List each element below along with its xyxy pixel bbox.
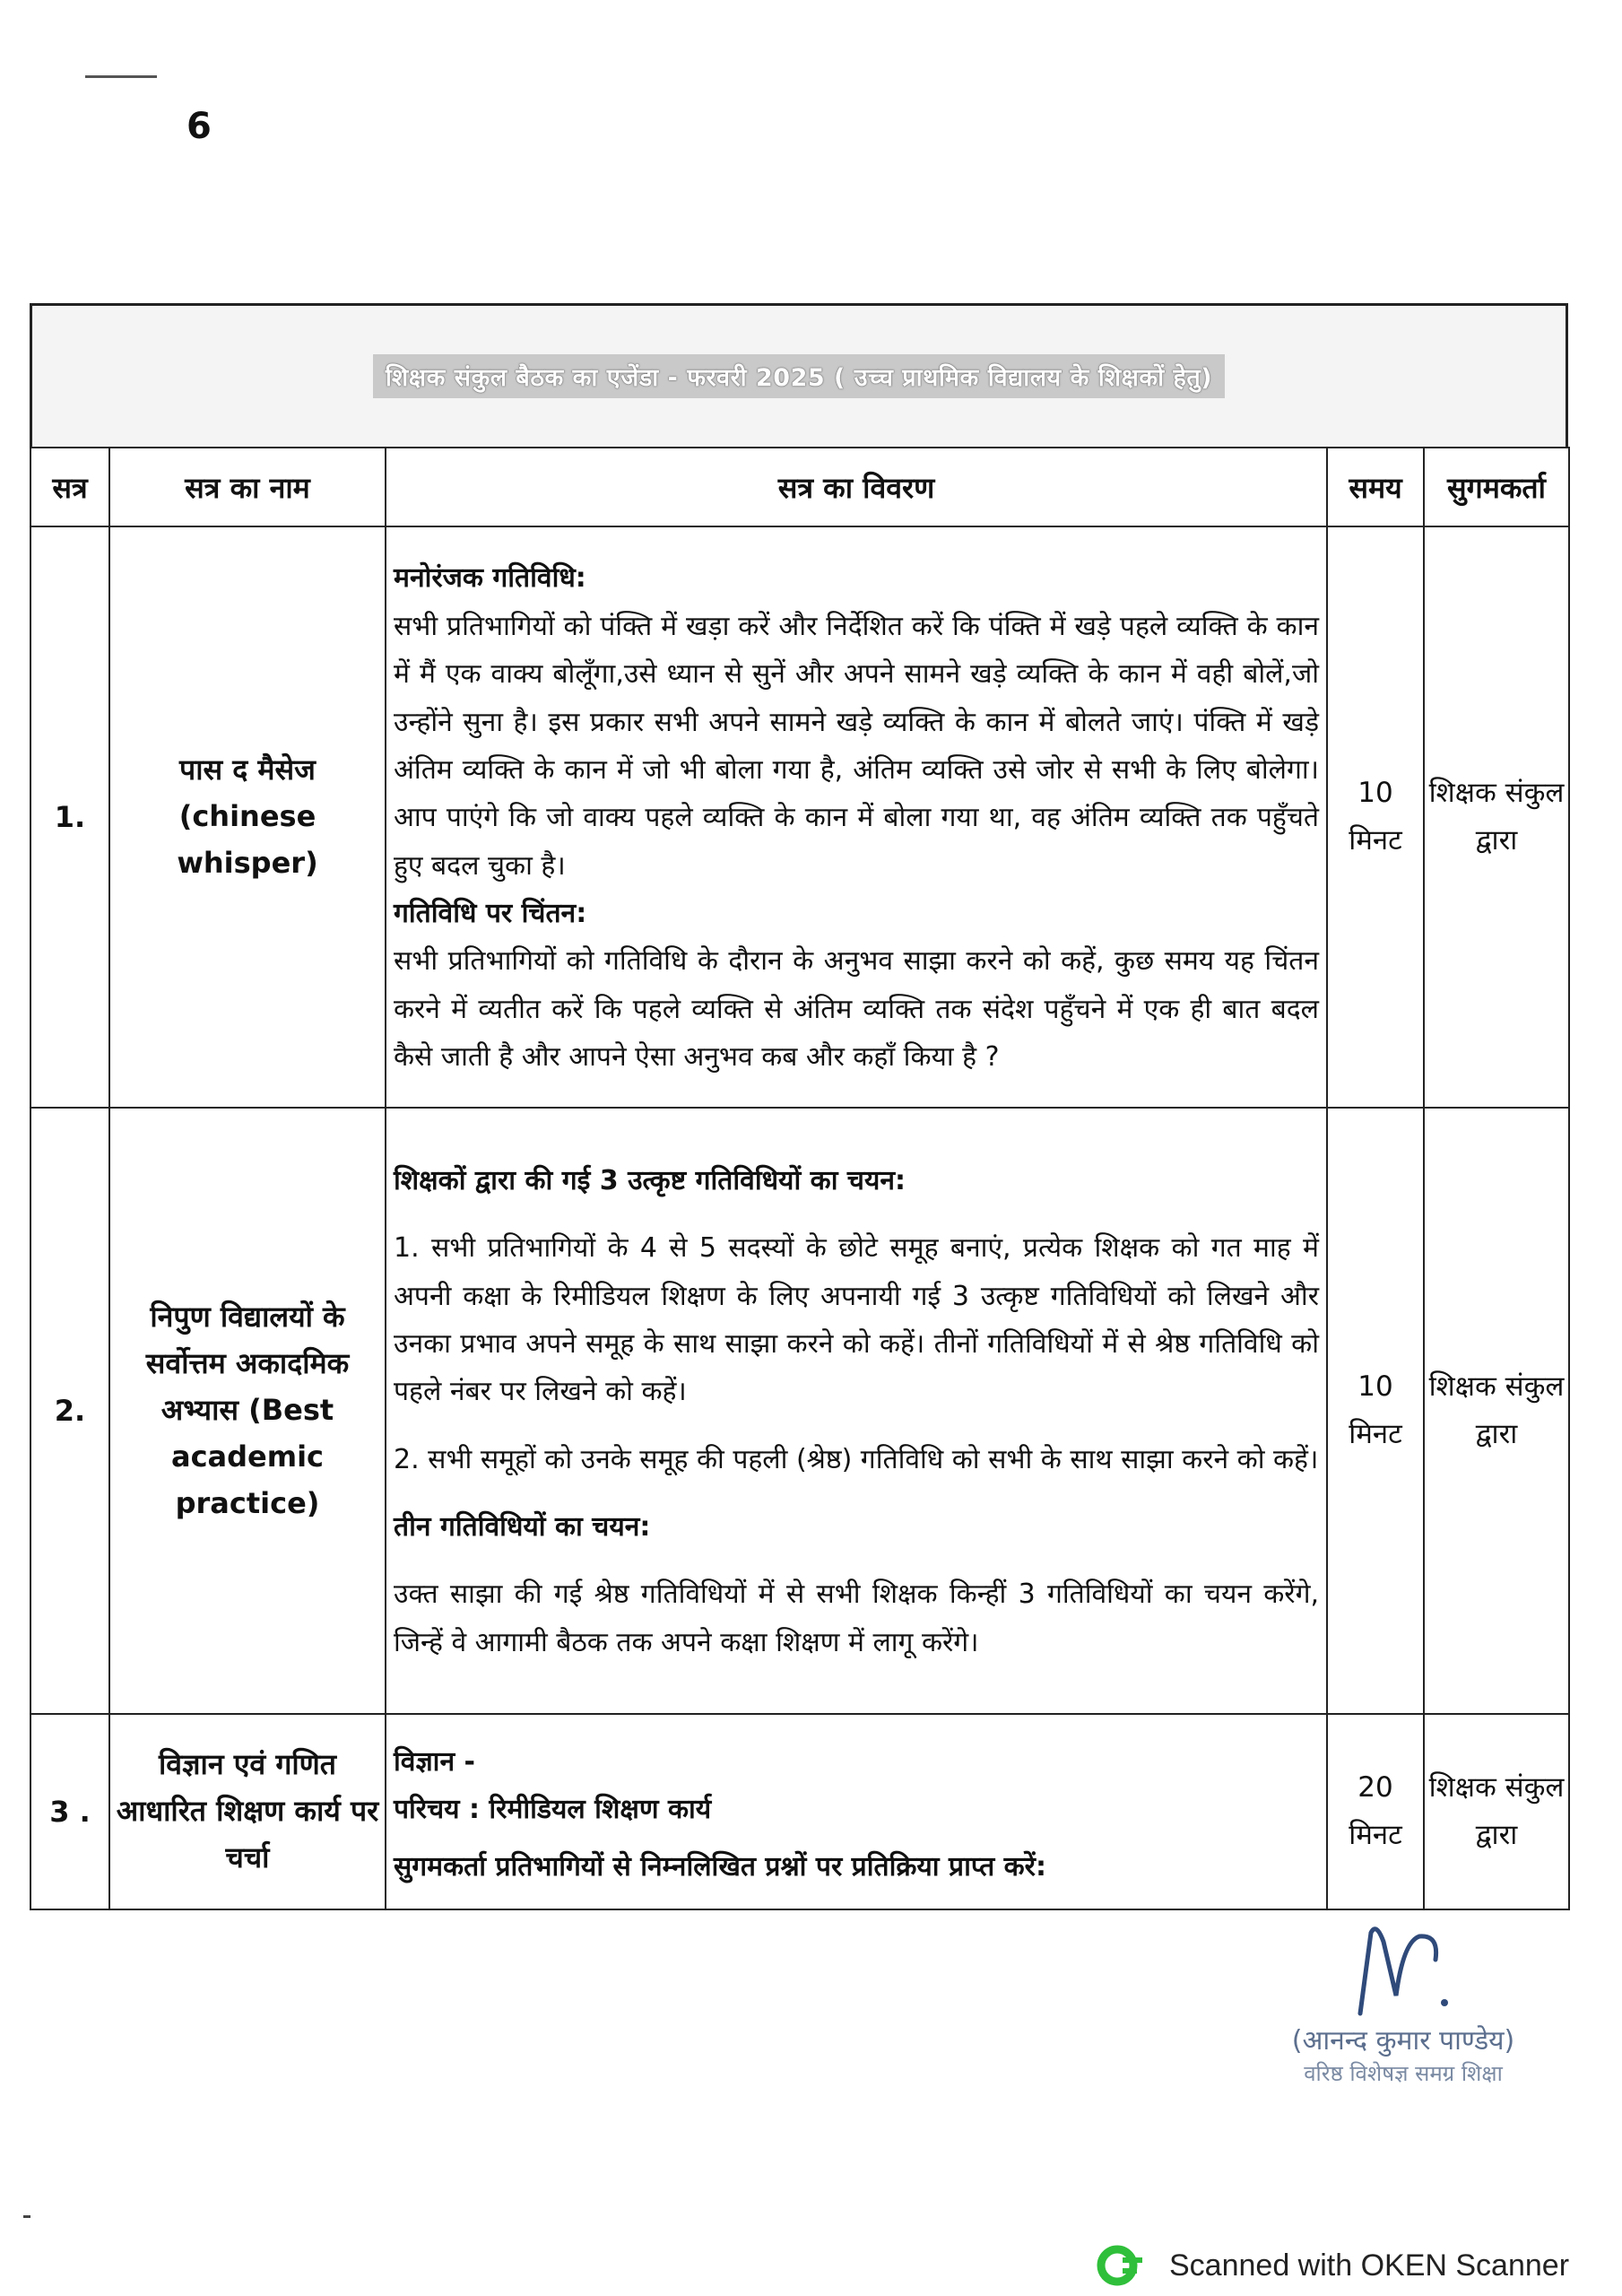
session-name: विज्ञान एवं गणित आधारित शिक्षण कार्य पर चर्चा [109,1714,386,1909]
header-description: सत्र का विवरण [386,448,1327,526]
session-facilitator: शिक्षक संकुल द्वारा [1424,1108,1569,1714]
table-header-row [30,448,1569,526]
table-row [30,1714,1569,1909]
description-paragraph: 2. सभी समूहों को उनके समूह की पहली (श्रेष्ठ) गतिविधि को सभी के साथ साझा करने को कहें। [394,1443,1319,1475]
corner-dash-mark [85,75,157,78]
description-heading: गतिविधि पर चिंतन: [394,898,587,930]
description-heading: सुगमकर्ता प्रतिभागियों से निम्नलिखित प्रश्नों पर प्रतिक्रिया प्राप्त करें: [394,1850,1046,1883]
header-time: समय [1327,448,1424,526]
session-number: 3 . [30,1714,109,1909]
document-title: शिक्षक संकुल बैठक का एजेंडा - फरवरी 2025 ( उच्च प्राथमिक विद्यालय के शिक्षकों हेतु) [373,354,1225,398]
signature-scribble-icon [1340,1915,1466,2022]
bottom-dash-mark [23,2215,30,2218]
scanner-label: Scanned with OKEN Scanner [1169,2248,1570,2283]
agenda-table [30,447,1570,1910]
description-paragraph: उक्त साझा की गई श्रेष्ठ गतिविधियों में से सभी शिक्षक किन्हीं 3 गतिविधियों का चयन करेंगे, जिन्हें वे आगामी बैठक तक अपने कक्षा शिक्षण में लागू करेंगे। [394,1578,1319,1658]
description-heading: तीन गतिविधियों का चयन: [394,1511,651,1544]
description-heading: शिक्षकों द्वारा की गई 3 उत्कृष्ट गतिविधियों का चयन: [394,1164,906,1196]
session-description [386,1714,1327,1909]
session-number: 2. [30,1108,109,1714]
title-box [30,303,1568,447]
session-name: पास द मैसेज (chinese whisper) [109,526,386,1108]
session-facilitator: शिक्षक संकुल द्वारा [1424,526,1569,1108]
session-time: 10 मिनट [1327,526,1424,1108]
table-row [30,1108,1569,1714]
session-number: 1. [30,526,109,1108]
description-heading: परिचय : रिमीडियल शिक्षण कार्य [394,1794,712,1826]
description-heading: मनोरंजक गतिविधि: [394,562,586,595]
session-time: 20 मिनट [1327,1714,1424,1909]
session-facilitator: शिक्षक संकुल द्वारा [1424,1714,1569,1909]
scanner-watermark [1096,2244,1569,2287]
header-facilitator: सुगमकर्ता [1424,448,1569,526]
session-description [386,1108,1327,1714]
header-session: सत्र [30,448,109,526]
session-time: 10 मिनट [1327,1108,1424,1714]
description-heading: विज्ञान - [394,1745,475,1778]
table-row [30,526,1569,1108]
header-session-name: सत्र का नाम [109,448,386,526]
description-paragraph: 1. सभी प्रतिभागियों के 4 से 5 सदस्यों के छोटे समूह बनाएं, प्रत्येक शिक्षक को गत माह में अपनी कक्षा के रिमीडियल शिक्षण के लिए अपनायी गई 3 उत्कृष्ट गतिविधियों को लिखने और उनका प्रभाव अपने समूह के साथ साझा करने को कहें। तीनों गतिविधियों में से श्रेष्ठ गतिविधि को पहले नंबर पर लिखने को कहें। [394,1232,1319,1408]
page-mark: 6 [186,106,212,147]
description-paragraph: सभी प्रतिभागियों को गतिविधि के दौरान के अनुभव साझा करने को कहें, कुछ समय यह चिंतन करने में व्यतीत करें कि पहले व्यक्ति से अंतिम व्यक्ति तक संदेश पहुँचने में एक ही बात बदल कैसे जाती है और आपने ऐसा अनुभव कब और कहाँ किया है ? [394,945,1319,1074]
signatory-designation: वरिष्ठ विशेषज्ञ समग्र शिक्षा [1304,2061,1503,2086]
signatory-name: (आनन्द कुमार पाण्डेय) [1291,2025,1515,2057]
oken-scanner-logo-icon [1096,2244,1153,2287]
description-paragraph: सभी प्रतिभागियों को पंक्ति में खड़ा करें और निर्देशित करें कि पंक्ति में खड़े पहले व्यक्ति के कान में मैं एक वाक्य बोलूँगा,उसे ध्यान से सुनें और अपने सामने खड़े व्यक्ति के कान में वही बोलें,जो उन्होंने सुना है। इस प्रकार सभी अपने सामने खड़े व्यक्ति के कान में बोलते जाएं। पंक्ति में खड़े अंतिम व्यक्ति के कान में जो भी बोला गया है, अंतिम व्यक्ति उसे जोर से सभी के लिए बोलेगा। आप पाएंगे कि जो वाक्य पहले व्यक्ति के कान में बोला गया था, वह अंतिम व्यक्ति तक पहुँचते हुए बदल चुका है। [394,610,1319,882]
session-name: निपुण विद्यालयों के सर्वोत्तम अकादमिक अभ्यास (Best academic practice) [109,1108,386,1714]
signature-block [1255,1915,1551,2088]
session-description [386,526,1327,1108]
